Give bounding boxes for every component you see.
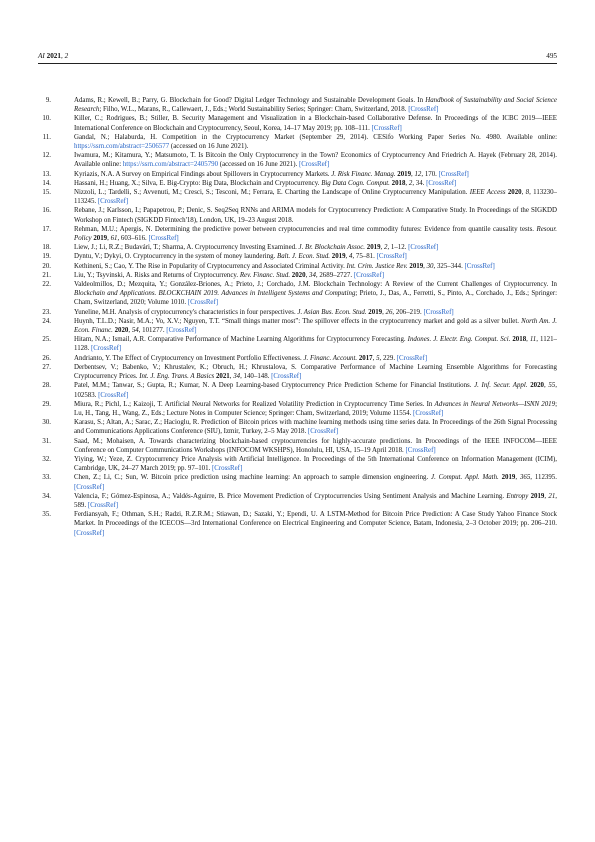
crossref-link[interactable]: [CrossRef]: [438, 170, 469, 178]
reference-text: Miura, R.; Pichl, L.; Kaizoji, T. Artificial Neural Networks for Realized Volatility Prediction in Cryptocurrency Time Series. In: [74, 400, 435, 408]
crossref-link[interactable]: [CrossRef]: [271, 373, 302, 381]
reference-text: Rehman, M.U.; Apergis, N. Determining the predictive power between cryptocurrencies and real time commodity futures: Evidence from quantile causality tests.: [74, 225, 537, 233]
crossref-link[interactable]: [CrossRef]: [371, 124, 402, 132]
reference-text: (accessed on 16 June 2021).: [218, 161, 299, 169]
reference-text: ,: [515, 474, 520, 482]
crossref-link[interactable]: [CrossRef]: [87, 501, 119, 509]
reference-year: 2020: [507, 189, 522, 197]
journal-volume: 2: [64, 52, 69, 60]
crossref-link[interactable]: [CrossRef]: [396, 354, 428, 362]
reference-item: [38, 280, 557, 308]
reference-italic-text: Entropy: [506, 492, 529, 500]
crossref-link[interactable]: [CrossRef]: [97, 198, 129, 206]
reference-italic-text: Big Data Cogn. Comput.: [321, 179, 390, 187]
reference-italic-text: 11: [529, 336, 537, 344]
reference-number: 18.: [42, 244, 51, 252]
reference-year: 2018: [512, 336, 527, 344]
reference-year: 2020: [291, 271, 306, 279]
reference-text: Dyntu, V.; Dykyi, O. Cryptocurrency in the system of money laundering.: [74, 253, 277, 261]
reference-text: ,: [229, 373, 234, 381]
reference-italic-text: J. Risk Financ. Manag.: [331, 170, 396, 178]
reference-text: ,: [544, 492, 549, 500]
reference-text: (accessed on 16 June 2021).: [169, 143, 249, 151]
reference-year: 2019: [331, 253, 346, 261]
reference-number: 15.: [42, 189, 51, 197]
reference-italic-text: Balt. J. Econ. Stud.: [277, 253, 331, 261]
crossref-link[interactable]: [CrossRef]: [187, 299, 219, 307]
reference-text: Adams, R.; Kewell, B.; Parry, G. Blockchain for Good? Digital Ledger Technology and Sustainable Development Goals. In: [74, 97, 426, 104]
journal-name: AI: [38, 52, 45, 60]
reference-item: [38, 335, 557, 353]
reference-italic-text: 2: [383, 244, 388, 252]
reference-italic-text: Handbook of Sustainability and Social Science Research: [74, 97, 557, 114]
reference-italic-text: J. Financ. Account.: [303, 354, 358, 362]
crossref-link[interactable]: [CrossRef]: [166, 327, 197, 335]
reference-number: 26.: [42, 354, 51, 362]
reference-text: Andrianto, Y. The Effect of Cryptocurrency on Investment Portfolio Effectiveness.: [74, 354, 304, 362]
reference-number: 29.: [42, 400, 51, 408]
reference-italic-text: 2: [408, 179, 413, 187]
reference-item: [38, 262, 557, 271]
reference-number: 13.: [42, 170, 51, 178]
reference-item: [38, 188, 557, 206]
crossref-link[interactable]: [CrossRef]: [98, 391, 129, 399]
page-header: [38, 52, 557, 62]
reference-text: ; Prieto, J., Das, A., Ferretti, S., Pinto, A., Corchado, J., Eds.; Springer: Cham, Switzerland, 2020; Volume 1010.: [74, 290, 557, 307]
reference-italic-text: J. Inf. Secur. Appl.: [474, 382, 528, 390]
reference-italic-text: 54: [131, 327, 139, 335]
reference-year: 2019: [93, 235, 108, 243]
crossref-link[interactable]: [CrossRef]: [212, 465, 243, 473]
reference-item: [38, 133, 557, 151]
reference-year: 2019: [366, 244, 381, 252]
reference-italic-text: 8: [525, 189, 530, 197]
reference-text: ,: [345, 253, 349, 261]
reference-number: 33.: [42, 474, 51, 482]
reference-number: 23.: [42, 308, 51, 316]
reference-number: 17.: [42, 225, 51, 233]
reference-text: Yiying, W.; Yeze, Z. Cryptocurrency Price Analysis with Artificial Intelligence. In Proceedings of the 5th International Conference on Information Management (ICIM), Cambridge, UK, 24–27 March 2019; pp. 97–101.: [74, 455, 557, 473]
reference-year: 2021: [215, 373, 230, 381]
reference-text: Liew, J.; Li, R.Z.; Budavári, T.; Sharma, A. Cryptocurrency Investing Examined.: [74, 244, 299, 252]
crossref-link[interactable]: [CrossRef]: [353, 271, 385, 279]
page-number: 495: [546, 52, 557, 60]
reference-number: 34.: [42, 492, 51, 500]
reference-item: [38, 271, 557, 280]
reference-item: [38, 455, 557, 473]
reference-number: 32.: [42, 455, 51, 463]
reference-item: [38, 418, 557, 436]
reference-text: ,: [423, 262, 427, 270]
reference-text: ,: [543, 382, 549, 390]
reference-text: , 170.: [421, 170, 439, 178]
reference-number: 22.: [42, 281, 51, 289]
crossref-link[interactable]: [CrossRef]: [408, 106, 439, 114]
reference-text: ,: [382, 308, 386, 316]
url-link[interactable]: https://ssrn.com/abstract=2405790: [122, 161, 219, 169]
reference-italic-text: 34: [309, 271, 316, 279]
reference-text: , 589.: [74, 492, 557, 509]
crossref-link[interactable]: [CrossRef]: [408, 244, 439, 252]
reference-text: , 1121–1128.: [74, 336, 557, 353]
reference-item: [38, 363, 557, 381]
reference-text: Chen, Z.; Li, C.; Sun, W. Bitcoin price prediction using machine learning: An approach to sample dimension engineering.: [74, 474, 432, 482]
reference-italic-text: Int. J. Eng. Trans. A Basics: [139, 373, 215, 381]
reference-item: [38, 170, 557, 179]
reference-item: [38, 225, 557, 243]
reference-italic-text: Indones. J. Electr. Eng. Comput. Sci.: [407, 336, 511, 344]
crossref-link[interactable]: [CrossRef]: [376, 253, 407, 261]
reference-item: [38, 400, 557, 418]
reference-number: 9.: [45, 97, 51, 104]
reference-item: [38, 437, 557, 455]
crossref-link[interactable]: [CrossRef]: [413, 409, 444, 417]
reference-item: [38, 317, 557, 335]
reference-item: [38, 510, 557, 538]
reference-number: 30.: [42, 419, 51, 427]
reference-item: [38, 114, 557, 132]
crossref-link[interactable]: [CrossRef]: [426, 179, 457, 187]
reference-text: ,: [128, 327, 132, 335]
reference-text: Iwamura, M.; Kitamura, Y.; Matsumoto, T. Is Bitcoin the Only Cryptocurrency in the Town? Economics of Cryptocurrency And Friedrich A. Hayek (February 28, 2014). Available online:: [74, 152, 557, 169]
reference-year: 2020: [114, 327, 129, 335]
reference-item: [38, 179, 557, 188]
reference-item: [38, 96, 557, 114]
reference-text: ,: [305, 271, 310, 279]
reference-text: Kethineni, S.; Cao, Y. The Rise in Popularity of Cryptocurrency and Associated Criminal Activity.: [74, 262, 347, 270]
reference-text: Rebane, J.; Karlsson, I.; Papapetrou, P.; Denic, S. Seq2Seq RNNs and ARIMA models for Cryptocurrency Prediction: A Comparative Study. In Proceedings of the SIGKDD Workshop on Fintech (SIGKDD Fintech'18), London, UK, 19–23 August 2018.: [74, 207, 557, 224]
reference-italic-text: J. Comput. Appl. Math.: [431, 474, 499, 482]
reference-item: [38, 354, 557, 363]
reference-italic-text: IEEE Access: [469, 189, 506, 197]
reference-italic-text: 365: [519, 474, 531, 482]
reference-number: 25.: [42, 336, 51, 344]
reference-text: Valencia, F.; Gómez-Espinosa, A.; Valdés-Aguirre, B. Price Movement Prediction of Cryptocurrencies Using Sentiment Analysis and Machine Learning.: [74, 492, 507, 500]
reference-text: Karasu, S.; Altan, A.; Sarac, Z.; Hacioglu, R. Prediction of Bitcoin prices with machine learning methods using time series data. In Proceedings of the 26th Signal Processing and Communications Applications Conference (SIU), Izmir, Turkey, 2–5 May 2018.: [74, 419, 557, 436]
reference-text: , 2689–2727.: [315, 271, 354, 279]
reference-text: ,: [411, 170, 415, 178]
crossref-link[interactable]: [CrossRef]: [423, 308, 454, 316]
reference-text: Huynh, T.L.D.; Nasir, M.A.; Vo, X.V.; Nguyen, T.T. “Small things matter most”: The spillover effects in the cryptocurrency market and gold as a silver bullet.: [74, 317, 522, 325]
crossref-link[interactable]: [CrossRef]: [74, 529, 105, 537]
reference-italic-text: Rev. Financ. Stud.: [239, 271, 291, 279]
reference-italic-text: 4: [348, 253, 353, 261]
crossref-link[interactable]: [CrossRef]: [90, 345, 122, 353]
reference-year: 2018: [391, 179, 406, 187]
reference-text: , 229.: [379, 354, 397, 362]
reference-italic-text: 12: [414, 170, 422, 178]
reference-item: [38, 151, 557, 169]
reference-italic-text: J. Asian Bus. Econ. Stud.: [297, 308, 367, 316]
reference-italic-text: 34: [233, 373, 241, 381]
crossref-link[interactable]: [CrossRef]: [464, 262, 495, 270]
reference-text: Hitam, N.A.; Ismail, A.R. Comparative Performance of Machine Learning Algorithms for Cryptocurrency Forecasting.: [74, 336, 408, 344]
reference-text: , 206–219.: [392, 308, 424, 316]
reference-text: , 112395.: [530, 474, 557, 482]
crossref-link[interactable]: [CrossRef]: [307, 428, 339, 436]
reference-italic-text: 55: [548, 382, 556, 390]
reference-italic-text: 5: [376, 354, 380, 362]
reference-text: , 34.: [412, 179, 427, 187]
reference-item: [38, 308, 557, 317]
reference-number: 11.: [42, 133, 51, 141]
reference-number: 10.: [42, 115, 51, 123]
reference-text: ; Lu, H., Tang, H., Wang, Z., Eds.; Lecture Notes in Computer Science; Springer: Cham, Switzerland, 2019; Volume 11554.: [74, 400, 557, 417]
reference-text: Ferdiansyah, F.; Othman, S.H.; Radzi, R.Z.R.M.; Stiawan, D.; Sazaki, Y.; Ependi, U. A LSTM-Method for Bitcoin Price Prediction: A Case Study Yahoo Finance Stock Market. In Proceedings of the ICECOS—3rd International Conference on Electrical Engineering and Computer Science, Batam, Indonesia, 2–3 October 2019; pp. 206–210.: [74, 511, 557, 528]
reference-text: ,: [405, 179, 409, 187]
reference-text: ,: [521, 189, 526, 197]
reference-text: Kyriazis, N.A. A Survey on Empirical Findings about Spillovers in Cryptocurrency Markets.: [74, 170, 332, 178]
crossref-link[interactable]: [CrossRef]: [148, 235, 179, 243]
reference-italic-text: 26: [385, 308, 393, 316]
reference-text: ,: [107, 235, 111, 243]
reference-text: ,: [380, 244, 384, 252]
url-link[interactable]: https://ssrn.com/abstract=2506577: [74, 143, 170, 151]
reference-text: , 1–12.: [387, 244, 409, 252]
reference-italic-text: Advances in Neural Networks—ISNN 2019: [434, 400, 556, 408]
reference-text: , 101277.: [138, 327, 167, 335]
reference-text: , 140–148.: [240, 373, 272, 381]
reference-item: [38, 473, 557, 491]
reference-text: Patel, M.M.; Tanwar, S.; Gupta, R.; Kumar, N. A Deep Learning-based Cryptocurrency Price Prediction Scheme for Financial Institutions.: [74, 382, 475, 390]
reference-number: 12.: [42, 152, 51, 160]
reference-item: [38, 252, 557, 261]
reference-year: 2017: [358, 354, 373, 362]
reference-italic-text: North Am. J. Econ. Financ.: [74, 317, 557, 335]
reference-italic-text: 61: [110, 235, 118, 243]
reference-number: 16.: [42, 207, 51, 215]
reference-year: 2019: [397, 170, 412, 178]
reference-text: ; Filho, W.L., Marans, R., Callewaert, J., Eds.; World Sustainability Series; Springer: Cham, Switzerland, 2018.: [99, 106, 409, 114]
reference-italic-text: J. Br. Blockchain Assoc.: [298, 244, 366, 252]
reference-item: [38, 206, 557, 224]
reference-text: Yuneline, M.H. Analysis of cryptocurrency's characteristics in four perspectives.: [74, 308, 298, 316]
reference-text: Derbentsev, V.; Babenko, V.; Khrustalev, K.; Obruch, H.; Khrustalova, S. Comparative Performance of Machine Learning Ensemble Algorithms for Forecasting Cryptocurrency Prices.: [74, 363, 557, 381]
crossref-link[interactable]: [CrossRef]: [405, 446, 436, 454]
header-rule: [38, 63, 557, 64]
reference-italic-text: Int. Crim. Justice Rev.: [346, 262, 408, 270]
reference-italic-text: 30: [426, 262, 434, 270]
reference-text: Liu, Y.; Tsyvinski, A. Risks and Returns of Cryptocurrency.: [74, 271, 240, 279]
reference-text: Nizzoli, L.; Tardelli, S.; Avvenuti, M.; Cresci, S.; Tesconi, M.; Ferrara, E. Charting the Landscape of Online Cryptocurrency Manipulation.: [74, 189, 470, 197]
reference-year: 2019: [368, 308, 383, 316]
reference-text: , 325–344.: [433, 262, 465, 270]
reference-number: 28.: [42, 382, 51, 390]
reference-number: 20.: [42, 262, 51, 270]
reference-year: 2019: [409, 262, 424, 270]
reference-text: , 75–81.: [352, 253, 377, 261]
reference-text: Hassani, H.; Huang, X.; Silva, E. Big-Crypto: Big Data, Blockchain and Cryptocurrency.: [74, 179, 322, 187]
reference-number: 21.: [42, 271, 51, 279]
running-head: AI 2021, 2: [38, 52, 69, 60]
reference-number: 14.: [42, 179, 51, 187]
reference-number: 35.: [42, 511, 51, 519]
reference-item: [38, 492, 557, 510]
reference-number: 19.: [42, 253, 51, 261]
reference-list: [38, 96, 557, 538]
reference-year: 2019: [530, 492, 545, 500]
reference-item: [38, 243, 557, 252]
reference-number: 24.: [42, 317, 51, 325]
crossref-link[interactable]: [CrossRef]: [299, 161, 330, 169]
reference-text: Killer, C.; Rodrigues, B.; Stiller, B. Security Management and Visualization in a Blockchain-based Collaborative Defense. In Proceedings of the ICBC 2019—IEEE International Conference on Blockchain and Cryptocurrency, Seoul, Korea, 14–17 May 2019; pp. 108–111.: [74, 115, 557, 132]
reference-italic-text: Resour. Policy: [74, 225, 557, 243]
reference-text: Saad, M.; Mohaisen, A. Towards characterizing blockchain-based cryptocurrencies for highly-accurate predictions. In Proceedings of the IEEE INFOCOM—IEEE Conference on Computer Communications Workshops (INFOCOM WKSHPS), Honolulu, HI, USA, 15–19 April 2018.: [74, 437, 557, 454]
reference-item: [38, 381, 557, 399]
reference-text: Valdeolmillos, D.; Mezquita, Y.; González-Briones, A.; Prieto, J.; Corchado, J.M. Blockchain Technology: A Review of the Current Challenges of Cryptocurrency. In: [74, 281, 557, 289]
reference-italic-text: Blockchain and Applications. BLOCKCHAIN 2019. Advances in Intelligent Systems and Computing: [74, 290, 356, 298]
reference-text: , 102583.: [74, 382, 557, 399]
journal-year: 2021: [46, 52, 61, 60]
reference-text: ,: [372, 354, 377, 362]
crossref-link[interactable]: [CrossRef]: [74, 483, 105, 491]
reference-text: , 603–616.: [117, 235, 149, 243]
reference-italic-text: 21: [548, 492, 556, 500]
reference-year: 2020: [530, 382, 544, 390]
reference-text: Gandal, N.; Halaburda, H. Competition in the Cryptocurrency Market (September 29, 2014). CESifo Working Paper Series No. 4980. Available online:: [74, 133, 557, 141]
reference-number: 31.: [42, 437, 51, 445]
reference-text: ,: [526, 336, 530, 344]
reference-text: , 113230–113245.: [74, 189, 557, 206]
reference-year: 2019: [501, 474, 516, 482]
reference-number: 27.: [42, 363, 51, 371]
